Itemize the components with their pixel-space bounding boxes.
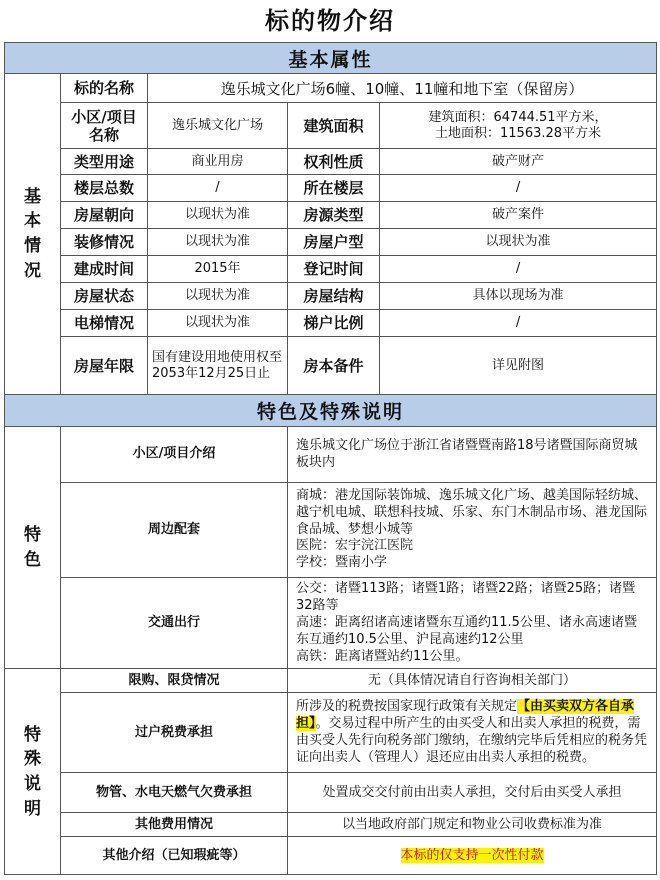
usage-label: 类型用途 bbox=[61, 149, 148, 175]
transfer-tax-value: 所涉及的税费按国家现行政策有关规定【由买卖双方各自承担】。交易过程中所产生的由买受人和出卖人承担的税费，需由买受人先行向税务部门缴纳，在缴纳完毕后凭相应的税务凭证向出卖人（管理人）退还应由出卖人承担的税费。 bbox=[288, 693, 657, 773]
project-intro-label: 小区/项目介绍 bbox=[61, 427, 288, 483]
page-title: 标的物介绍 bbox=[265, 7, 395, 35]
purchase-limit-label: 限购、限贷情况 bbox=[61, 669, 288, 693]
land-term-label: 房屋年限 bbox=[61, 337, 148, 395]
property-table bbox=[4, 42, 657, 875]
section-features-header: 特色及特殊说明 bbox=[5, 395, 657, 427]
side-label-special: 特 殊 说 明 bbox=[5, 669, 61, 875]
layout-value: 以现状为准 bbox=[380, 229, 657, 256]
built-time-label: 建成时间 bbox=[61, 256, 148, 283]
surroundings-label: 周边配套 bbox=[61, 483, 288, 578]
elevator-value: 以现状为准 bbox=[148, 310, 288, 337]
source-type-value: 破产案件 bbox=[380, 202, 657, 229]
structure-label: 房屋结构 bbox=[288, 283, 380, 310]
purchase-limit-value: 无（具体情况请自行咨询相关部门） bbox=[288, 669, 657, 693]
elevator-label: 电梯情况 bbox=[61, 310, 148, 337]
register-time-value: / bbox=[380, 256, 657, 283]
surroundings-value: 商城：港龙国际装饰城、逸乐城文化广场、越美国际轻纺城、越宁机电城、联想科技城、乐家、东门木制品市场、港龙国际食品城、梦想小城等 医院：宏宇浣江医院 学校：暨南小学 bbox=[288, 483, 657, 578]
floor-label: 所在楼层 bbox=[288, 175, 380, 202]
total-floors-label: 楼层总数 bbox=[61, 175, 148, 202]
structure-value: 具体以现场为准 bbox=[380, 283, 657, 310]
tax-highlight: 【由买卖双方各自承担】 bbox=[296, 699, 635, 732]
project-name-label: 小区/项目名称 bbox=[61, 103, 148, 149]
elevator-ratio-label: 梯户比例 bbox=[288, 310, 380, 337]
source-type-label: 房源类型 bbox=[288, 202, 380, 229]
orientation-value: 以现状为准 bbox=[148, 202, 288, 229]
utility-arrears-value: 处置成交交付前由出卖人承担，交付后由买受人承担 bbox=[288, 773, 657, 813]
side-label-basic: 基 本 情 况 bbox=[5, 74, 61, 395]
name-value: 逸乐城文化广场6幢、10幢、11幢和地下室（保留房） bbox=[148, 74, 657, 103]
project-intro-value: 逸乐城文化广场位于浙江省诸暨暨南路18号诸暨国际商贸城板块内 bbox=[288, 427, 657, 483]
total-floors-value: / bbox=[148, 175, 288, 202]
certificate-value: 详见附图 bbox=[380, 337, 657, 395]
certificate-label: 房本备件 bbox=[288, 337, 380, 395]
decoration-value: 以现状为准 bbox=[148, 229, 288, 256]
section-basic-header: 基本属性 bbox=[5, 43, 657, 74]
payment-highlight: 本标的仅支持一次性付款 bbox=[400, 848, 544, 864]
other-fees-value: 以当地政府部门规定和物业公司收费标准为准 bbox=[288, 813, 657, 837]
decoration-label: 装修情况 bbox=[61, 229, 148, 256]
usage-value: 商业用房 bbox=[148, 149, 288, 175]
project-name-value: 逸乐城文化广场 bbox=[148, 103, 288, 149]
house-status-label: 房屋状态 bbox=[61, 283, 148, 310]
floor-area-value: 建筑面积：64744.51平方米， 土地面积：11563.28平方米 bbox=[380, 103, 657, 149]
orientation-label: 房屋朝向 bbox=[61, 202, 148, 229]
traffic-label: 交通出行 bbox=[61, 578, 288, 669]
other-intro-value bbox=[288, 837, 657, 875]
register-time-label: 登记时间 bbox=[288, 256, 380, 283]
transfer-tax-label: 过户税费承担 bbox=[61, 693, 288, 773]
elevator-ratio-value: / bbox=[380, 310, 657, 337]
right-nature-value: 破产财产 bbox=[380, 149, 657, 175]
other-fees-label: 其他费用情况 bbox=[61, 813, 288, 837]
other-intro-label: 其他介绍（已知瑕疵等） bbox=[61, 837, 288, 875]
traffic-value: 公交：诸暨113路；诸暨1路；诸暨22路；诸暨25路；诸暨32路等 高速：距离绍诸高速诸暨东互通约11.5公里、诸永高速诸暨东互通约10.5公里、沪昆高速约12公里 高铁：距离诸暨站约11公里。 bbox=[288, 578, 657, 669]
house-status-value: 以现状为准 bbox=[148, 283, 288, 310]
land-term-value: 国有建设用地使用权至2053年12月25日止 bbox=[148, 337, 288, 395]
floor-area-label: 建筑面积 bbox=[288, 103, 380, 149]
layout-label: 房屋户型 bbox=[288, 229, 380, 256]
side-label-features: 特 色 bbox=[5, 427, 61, 669]
utility-arrears-label: 物管、水电天燃气欠费承担 bbox=[61, 773, 288, 813]
right-nature-label: 权利性质 bbox=[288, 149, 380, 175]
name-label: 标的名称 bbox=[61, 74, 148, 103]
built-time-value: 2015年 bbox=[148, 256, 288, 283]
floor-value: / bbox=[380, 175, 657, 202]
